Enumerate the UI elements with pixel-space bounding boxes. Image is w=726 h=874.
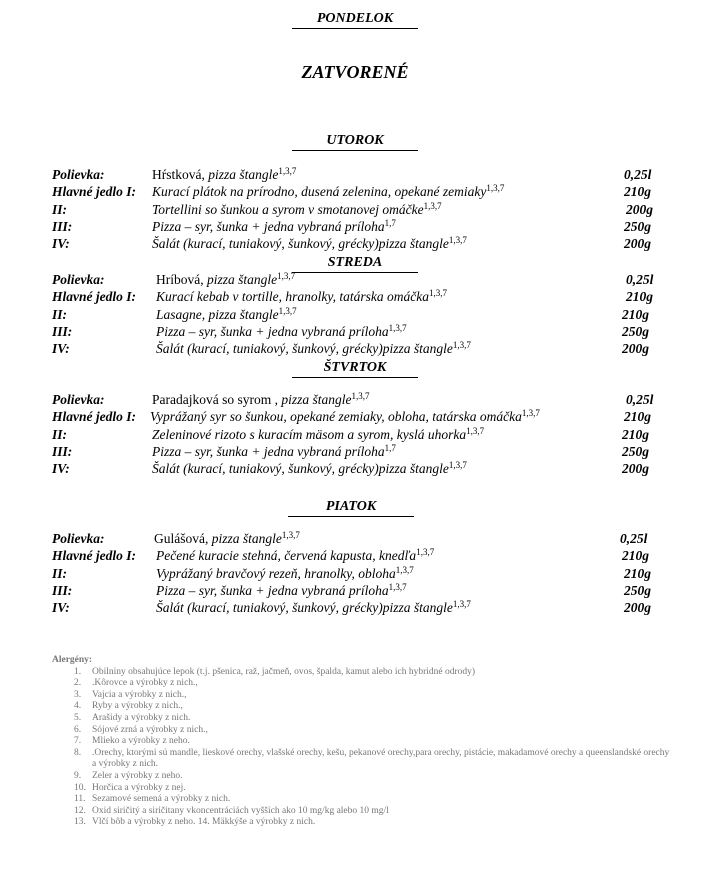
menu-row-label: III: bbox=[52, 443, 73, 459]
menu-row-dish bbox=[156, 340, 471, 357]
allergen-codes: 1,3,7 bbox=[452, 340, 471, 351]
menu-row-dish bbox=[152, 426, 484, 443]
allergen-item bbox=[52, 701, 672, 713]
allergen-text: Obilniny obsahujúce lepok (t.j. pšenica, raž, jačmeň, ovos, špalda, kamut alebo ich hybridné odrody) bbox=[92, 666, 476, 677]
menu-row-quantity: 210g bbox=[622, 426, 649, 442]
menu-row-quantity: 250g bbox=[622, 443, 649, 459]
allergen-number: 11. bbox=[74, 794, 86, 805]
dish-side: pizza štangle bbox=[208, 531, 282, 546]
allergen-codes: 1,7 bbox=[384, 442, 396, 453]
menu-row-label: II: bbox=[52, 426, 68, 442]
allergen-codes: 1,3,7 bbox=[277, 271, 296, 281]
menu-row-dish bbox=[152, 201, 442, 218]
allergen-number: 6. bbox=[74, 724, 82, 735]
menu-row-dish bbox=[152, 460, 467, 477]
dish-side: pizza štangle bbox=[204, 167, 279, 182]
allergen-codes: 1,3,7 bbox=[521, 408, 540, 419]
menu-row-label: IV: bbox=[52, 600, 70, 616]
menu-row-label: Hlavné jedlo I: bbox=[52, 289, 136, 305]
allergen-number: 5. bbox=[74, 712, 82, 723]
allergen-codes: 1,3,7 bbox=[428, 288, 447, 299]
menu-row-quantity: 210g bbox=[624, 409, 651, 425]
allergen-list bbox=[52, 655, 672, 829]
dish-side: pizza štangle bbox=[203, 272, 278, 287]
allergen-text: Sójové zrná a výrobky z nich., bbox=[92, 724, 208, 735]
dish-name: Tortellini so šunkou a syrom v smotanovej omáčke bbox=[152, 201, 424, 217]
dish-name: Pizza – syr, šunka + jedna vybraná príloha bbox=[156, 582, 389, 598]
menu-row bbox=[52, 565, 662, 582]
allergen-number: 8. bbox=[74, 747, 82, 758]
menu-row-quantity: 200g bbox=[622, 461, 649, 477]
dish-name: Pizza – syr, šunka + jedna vybraná príloha bbox=[156, 323, 389, 339]
allergen-codes: 1,3,7 bbox=[388, 322, 407, 333]
allergen-text: .Orechy, ktorými sú mandle, lieskové orechy, vlašské orechy, kešu, pekanové orechy,para orechy, pistácie, makadamové orechy a queenslandské orechy a výrobky z nich. bbox=[92, 747, 670, 770]
allergen-codes: 1,3,7 bbox=[395, 564, 414, 575]
menu-row-quantity: 0,25l bbox=[626, 392, 654, 407]
allergen-text: Vlčí bôb a výrobky z neho. 14. Mäkkýše a výrobky z nich. bbox=[92, 817, 316, 828]
menu-row-quantity: 0,25l bbox=[624, 167, 652, 182]
menu-row-label: IV: bbox=[52, 236, 70, 252]
allergen-number: 12. bbox=[74, 805, 86, 816]
menu-row bbox=[52, 460, 662, 477]
menu-row-label: II: bbox=[52, 565, 68, 581]
menu-row-label: Hlavné jedlo I: bbox=[52, 409, 136, 425]
day-heading-streda: STREDA bbox=[292, 254, 418, 273]
allergen-codes: 1,3,7 bbox=[466, 425, 485, 436]
menu-row-dish bbox=[156, 271, 295, 288]
allergen-title: Alergény: bbox=[52, 655, 93, 665]
menu-row-dish bbox=[156, 582, 407, 599]
menu-row-dish bbox=[154, 530, 300, 547]
menu-row bbox=[52, 235, 662, 252]
allergen-item bbox=[52, 783, 672, 795]
allergen-item bbox=[52, 725, 672, 737]
allergen-codes: 1,3,7 bbox=[278, 166, 297, 176]
allergen-codes: 1,3,7 bbox=[452, 599, 471, 610]
allergen-codes: 1,3,7 bbox=[278, 305, 297, 316]
dish-name: Kurací plátok na prírodno, dusená zelenina, opekané zemiaky bbox=[152, 184, 487, 200]
menu-row bbox=[52, 547, 662, 564]
allergen-text: Arašidy a výrobky z nich. bbox=[92, 712, 191, 723]
closed-note: ZATVORENÉ bbox=[301, 62, 409, 82]
menu-row bbox=[52, 306, 662, 323]
allergen-text: Vajcia a výrobky z nich., bbox=[92, 689, 187, 700]
allergen-codes: 1,7 bbox=[384, 217, 396, 228]
day-heading-utorok: UTOROK bbox=[292, 132, 418, 151]
dish-name: Hŕstková, bbox=[152, 167, 205, 182]
menu-row-label: II: bbox=[52, 306, 68, 322]
menu-row-dish bbox=[152, 218, 396, 235]
menu-row bbox=[52, 166, 662, 183]
allergen-codes: 1,3,7 bbox=[448, 235, 467, 246]
dish-name: Gulášová, bbox=[154, 531, 209, 546]
menu-row-quantity: 200g bbox=[626, 201, 653, 217]
menu-row-label: Hlavné jedlo I: bbox=[52, 548, 136, 564]
dish-name: Pečené kuracie stehná, červená kapusta, knedľa bbox=[156, 548, 417, 564]
menu-row bbox=[52, 271, 662, 288]
menu-row-quantity: 210g bbox=[622, 548, 649, 564]
menu-row-quantity: 200g bbox=[622, 341, 649, 357]
allergen-item bbox=[52, 736, 672, 748]
allergen-number: 4. bbox=[74, 701, 82, 712]
menu-row-dish bbox=[152, 443, 396, 460]
allergen-codes: 1,3,7 bbox=[423, 200, 442, 211]
menu-row bbox=[52, 443, 662, 460]
menu-row bbox=[52, 408, 662, 425]
allergen-text: .Kôrovce a výrobky z nich., bbox=[92, 678, 198, 689]
menu-row-quantity: 0,25l bbox=[620, 531, 648, 546]
allergen-text: Oxid siričitý a siričitany vkoncentráciách vyšších ako 10 mg/kg alebo 10 mg/l bbox=[92, 805, 389, 816]
menu-row bbox=[52, 201, 662, 218]
menu-row-quantity: 250g bbox=[622, 323, 649, 339]
menu-row-label: IV: bbox=[52, 461, 70, 477]
menu-row-dish bbox=[156, 323, 407, 340]
allergen-codes: 1,3,7 bbox=[486, 183, 505, 194]
dish-name: Vyprážaný bravčový rezeň, hranolky, obloha bbox=[156, 565, 396, 581]
menu-row-dish bbox=[156, 599, 471, 616]
allergen-item bbox=[52, 748, 672, 771]
allergen-text: Horčica a výrobky z nej. bbox=[92, 782, 186, 793]
menu-row-dish bbox=[152, 166, 296, 183]
allergen-item bbox=[52, 713, 672, 725]
allergen-text: Zeler a výrobky z neho. bbox=[92, 770, 183, 781]
menu-row bbox=[52, 323, 662, 340]
allergen-item bbox=[52, 817, 672, 829]
menu-row-dish bbox=[152, 183, 504, 200]
menu-row bbox=[52, 218, 662, 235]
dish-name: Pizza – syr, šunka + jedna vybraná príloha bbox=[152, 218, 385, 234]
menu-row bbox=[52, 391, 662, 408]
menu-row-label: Polievka: bbox=[52, 531, 105, 546]
menu-row-dish bbox=[156, 306, 297, 323]
allergen-item bbox=[52, 771, 672, 783]
menu-row-dish bbox=[152, 235, 467, 252]
menu-row bbox=[52, 288, 662, 305]
menu-row bbox=[52, 582, 662, 599]
allergen-item bbox=[52, 667, 672, 679]
menu-row-label: II: bbox=[52, 201, 68, 217]
allergen-codes: 1,3,7 bbox=[388, 581, 407, 592]
allergen-item bbox=[52, 678, 672, 690]
menu-row-label: Polievka: bbox=[52, 272, 105, 287]
menu-row bbox=[52, 599, 662, 616]
menu-row-quantity: 200g bbox=[624, 236, 651, 252]
allergen-codes: 1,3,7 bbox=[281, 530, 300, 540]
allergen-codes: 1,3,7 bbox=[448, 460, 467, 471]
menu-row-dish bbox=[150, 408, 540, 425]
dish-name: Kurací kebab v tortille, hranolky, tatárska omáčka bbox=[156, 289, 429, 305]
allergen-text: Sezamové semená a výrobky z nich. bbox=[92, 794, 231, 805]
menu-row bbox=[52, 183, 662, 200]
menu-row-quantity: 210g bbox=[624, 184, 651, 200]
allergen-codes: 1,3,7 bbox=[416, 547, 435, 558]
allergen-number: 9. bbox=[74, 770, 82, 781]
menu-row-dish bbox=[156, 547, 434, 564]
menu-row-quantity: 210g bbox=[624, 565, 651, 581]
dish-name: Pizza – syr, šunka + jedna vybraná príloha bbox=[152, 443, 385, 459]
dish-name: Šalát (kurací, tuniakový, šunkový, grécky)pizza štangle bbox=[152, 461, 449, 477]
menu-row-quantity: 200g bbox=[624, 600, 651, 616]
menu-row-label: Polievka: bbox=[52, 392, 105, 407]
menu-row-label: IV: bbox=[52, 341, 70, 357]
menu-row-label: III: bbox=[52, 323, 73, 339]
dish-side: pizza štangle bbox=[277, 392, 352, 407]
allergen-number: 10. bbox=[74, 782, 86, 793]
menu-row-quantity: 250g bbox=[624, 218, 651, 234]
dish-name: Zeleninové rizoto s kuracím mäsom a syrom, kyslá uhorka bbox=[152, 426, 467, 442]
menu-row-quantity: 210g bbox=[626, 289, 653, 305]
dish-name: Šalát (kurací, tuniakový, šunkový, grécky)pizza štangle bbox=[152, 236, 449, 252]
dish-name: Šalát (kurací, tuniakový, šunkový, grécky)pizza štangle bbox=[156, 341, 453, 357]
menu-row-quantity: 0,25l bbox=[626, 272, 654, 287]
dish-name: Vyprážaný syr so šunkou, opekané zemiaky, obloha, tatárska omáčka bbox=[150, 409, 522, 425]
dish-name: Hríbová, bbox=[156, 272, 204, 287]
allergen-text: Mlieko a výrobky z neho. bbox=[92, 736, 190, 747]
menu-row bbox=[52, 426, 662, 443]
dish-name: Paradajková so syrom , bbox=[152, 392, 278, 407]
allergen-item bbox=[52, 794, 672, 806]
dish-name: Šalát (kurací, tuniakový, šunkový, grécky)pizza štangle bbox=[156, 600, 453, 616]
allergen-number: 2. bbox=[74, 678, 82, 689]
menu-row-quantity: 210g bbox=[622, 306, 649, 322]
menu-row-dish bbox=[156, 565, 414, 582]
allergen-item bbox=[52, 690, 672, 702]
allergen-number: 13. bbox=[74, 817, 86, 828]
allergen-text: Ryby a výrobky z nich., bbox=[92, 701, 183, 712]
menu-row-dish bbox=[156, 288, 447, 305]
menu-row bbox=[52, 530, 662, 547]
menu-row bbox=[52, 340, 662, 357]
day-heading-pondelok: PONDELOK bbox=[292, 10, 418, 29]
allergen-number: 7. bbox=[74, 736, 82, 747]
day-heading-stvrtok: ŠTVRTOK bbox=[292, 359, 418, 378]
menu-row-label: Hlavné jedlo I: bbox=[52, 184, 136, 200]
dish-name: Lasagne, pizza štangle bbox=[156, 306, 279, 322]
day-heading-piatok: PIATOK bbox=[288, 498, 414, 517]
allergen-item bbox=[52, 806, 672, 818]
menu-row-label: Polievka: bbox=[52, 167, 105, 182]
allergen-codes: 1,3,7 bbox=[351, 391, 370, 401]
menu-row-label: III: bbox=[52, 218, 73, 234]
menu-row-label: III: bbox=[52, 582, 73, 598]
menu-row-dish bbox=[152, 391, 370, 408]
allergen-number: 3. bbox=[74, 689, 82, 700]
allergen-number: 1. bbox=[74, 666, 82, 677]
menu-row-quantity: 250g bbox=[624, 582, 651, 598]
